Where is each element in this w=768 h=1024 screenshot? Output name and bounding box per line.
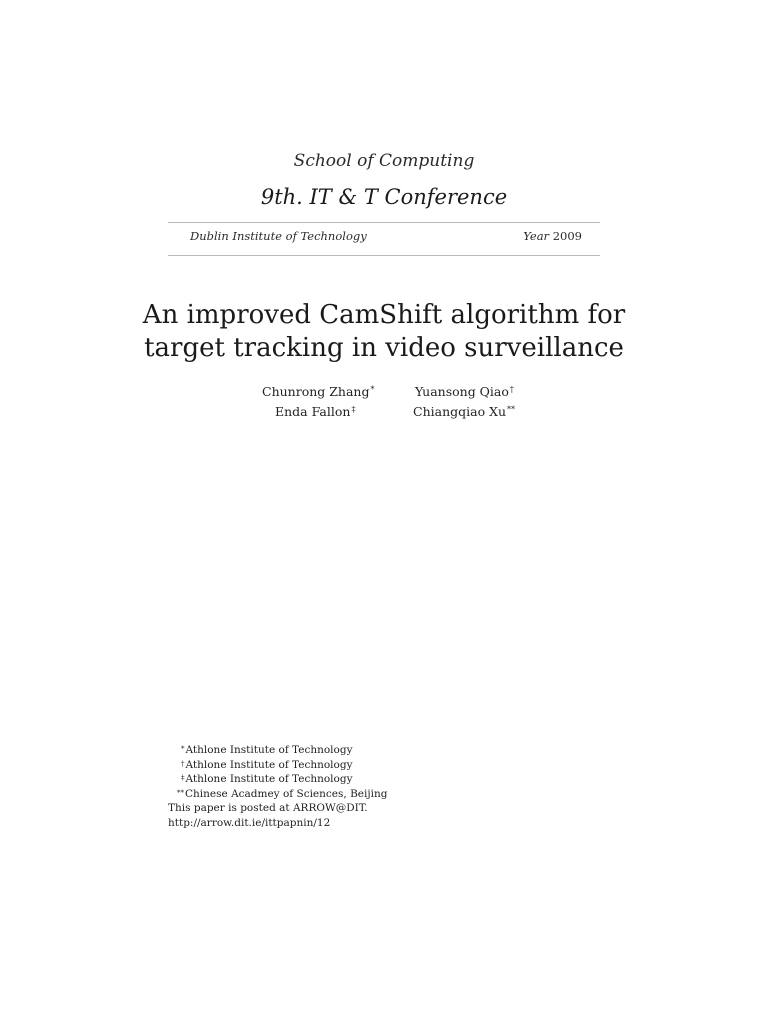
school-name: School of Computing xyxy=(293,151,475,171)
footnote-text: Athlone Institute of Technology xyxy=(185,758,353,771)
author-mark: * xyxy=(370,385,375,394)
author-name: Enda Fallon xyxy=(275,404,351,419)
footnote-text: Athlone Institute of Technology xyxy=(185,744,353,756)
footnote-mark: ‡ xyxy=(181,774,185,782)
institution-name: Dublin Institute of Technology xyxy=(190,229,367,243)
footnotes xyxy=(168,743,468,830)
footnote-text: Athlone Institute of Technology xyxy=(185,773,353,785)
footnote-mark: † xyxy=(181,759,185,768)
year-line xyxy=(523,229,582,243)
title-line-2: target tracking in video surveillance xyxy=(144,333,624,363)
conference-name: 9th. IT & T Conference xyxy=(260,185,508,209)
author-name: Yuansong Qiao xyxy=(415,384,509,399)
author-name: Chiangqiao Xu xyxy=(413,404,507,419)
footnote-affiliation xyxy=(168,772,468,787)
author-mark: † xyxy=(509,385,514,394)
year-label: Year xyxy=(523,229,550,243)
footnote-mark: * xyxy=(181,745,185,753)
author xyxy=(262,382,374,402)
footnote-affiliation xyxy=(168,758,468,773)
title-line-1: An improved CamShift algorithm for xyxy=(142,300,626,330)
author xyxy=(275,402,355,422)
year-value: 2009 xyxy=(552,229,582,243)
institution-row xyxy=(190,229,582,245)
author-name: Chunrong Zhang xyxy=(262,384,370,399)
header-rule-bottom xyxy=(168,255,600,256)
author-mark: ‡ xyxy=(351,405,356,414)
paper-url-link[interactable]: http://arrow.dit.ie/ittpapnin/12 xyxy=(168,816,331,829)
author-mark: ** xyxy=(507,405,516,414)
footnote-mark: ** xyxy=(177,788,184,797)
author xyxy=(415,382,514,402)
footnote-affiliation xyxy=(168,787,468,802)
footnote-text: Chinese Acadmey of Sciences, Beijing xyxy=(185,787,388,800)
header-rule-top xyxy=(168,222,600,223)
footnote-affiliation xyxy=(168,743,468,758)
posted-note: This paper is posted at ARROW@DIT. xyxy=(168,802,368,814)
author xyxy=(413,402,515,422)
paper-title xyxy=(0,299,768,365)
